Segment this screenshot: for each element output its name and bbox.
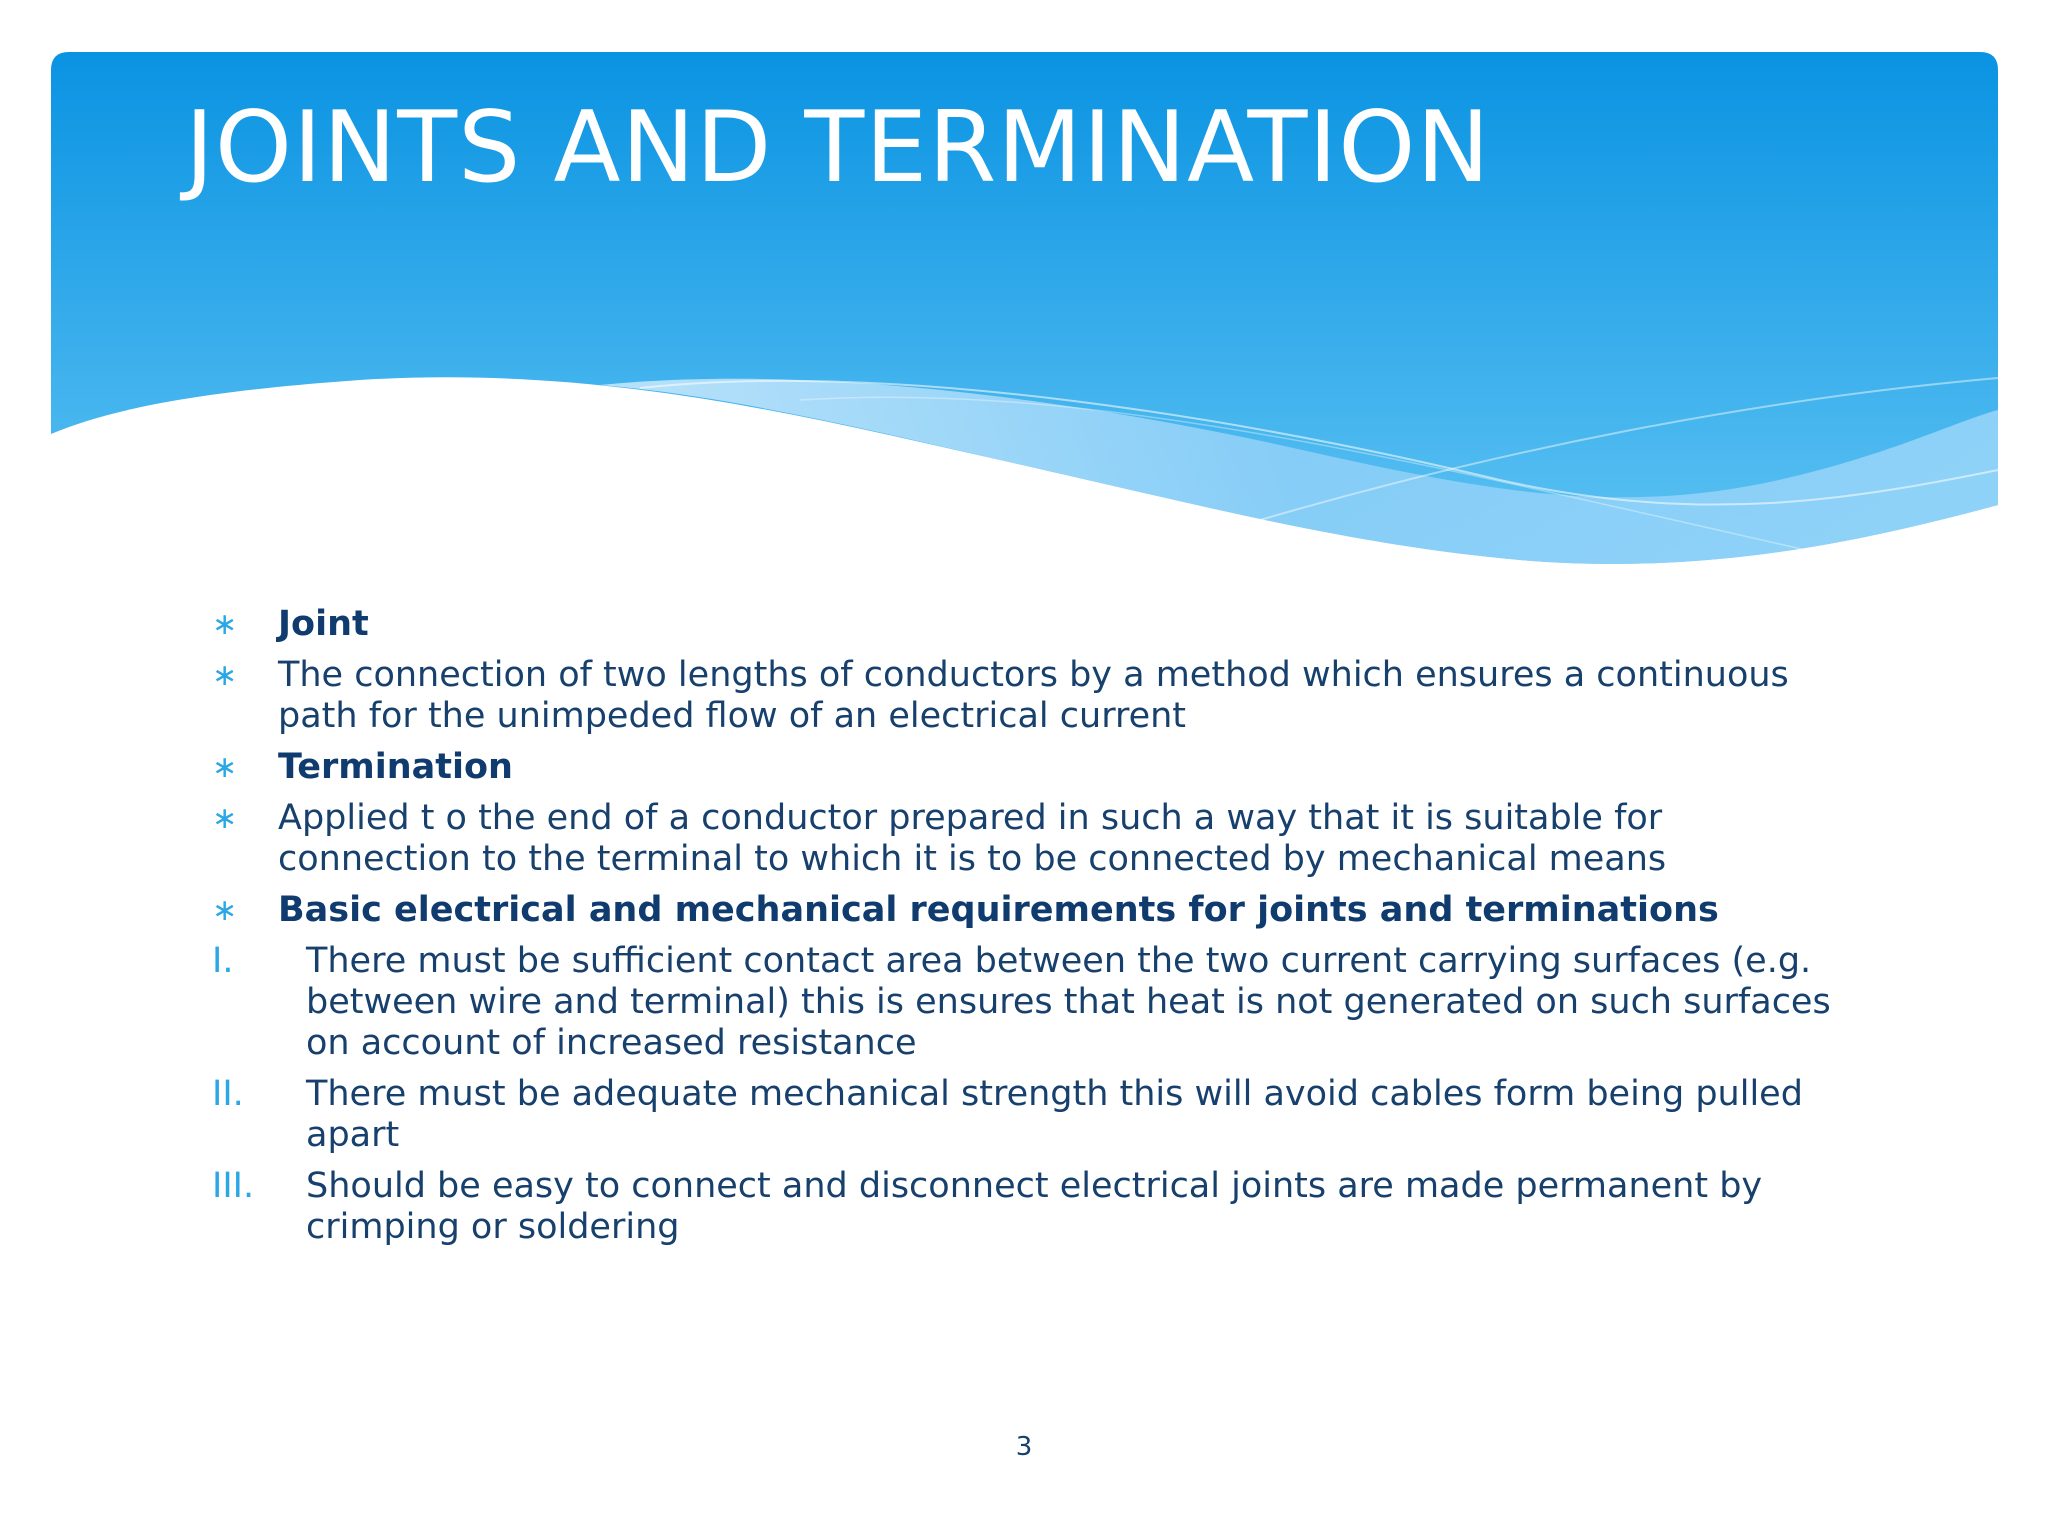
numbered-item: [212, 1166, 1852, 1248]
numbered-item: [212, 1074, 1852, 1156]
bullet-text-joint-definition: The connection of two lengths of conductors by a method which ensures a continuous path for the unimpeded flow of an electrical current: [278, 655, 1789, 736]
bullet-heading-termination: Termination: [278, 747, 513, 787]
bullet-text-termination-definition: Applied t o the end of a conductor prepared in such a way that it is suitable for connection to the terminal to which it is to be connected by mechanical means: [278, 798, 1667, 879]
bullet-item: [212, 604, 1852, 645]
roman-numeral-marker: I.: [212, 941, 234, 981]
numbered-item-text: There must be sufficient contact area between the two current carrying surfaces (e.g. between wire and terminal) this is ensures that heat is not generated on such surfaces on account of increased resistance: [306, 941, 1831, 1063]
bullet-item: [212, 655, 1852, 737]
bullet-item: [212, 747, 1852, 788]
page-number: 3: [1015, 1432, 1033, 1462]
roman-numeral-marker: II.: [212, 1074, 244, 1114]
numbered-item: [212, 941, 1852, 1064]
asterisk-bullet-icon: ∗: [212, 893, 238, 928]
bullet-item: [212, 798, 1852, 880]
numbered-item-text: There must be adequate mechanical strength this will avoid cables form being pulled apart: [306, 1074, 1803, 1155]
bullet-heading-requirements: Basic electrical and mechanical requirements for joints and terminations: [278, 890, 1719, 930]
asterisk-bullet-icon: ∗: [212, 750, 238, 785]
numbered-item-text: Should be easy to connect and disconnect electrical joints are made permanent by crimping or soldering: [306, 1166, 1763, 1247]
roman-numeral-marker: III.: [212, 1166, 255, 1206]
bullet-item: [212, 890, 1852, 931]
slide-body: [212, 604, 1852, 1258]
asterisk-bullet-icon: ∗: [212, 658, 238, 693]
slide-title: JOINTS AND TERMINATION: [185, 91, 1491, 205]
bullet-heading-joint: Joint: [278, 604, 369, 644]
asterisk-bullet-icon: ∗: [212, 607, 238, 642]
asterisk-bullet-icon: ∗: [212, 801, 238, 836]
